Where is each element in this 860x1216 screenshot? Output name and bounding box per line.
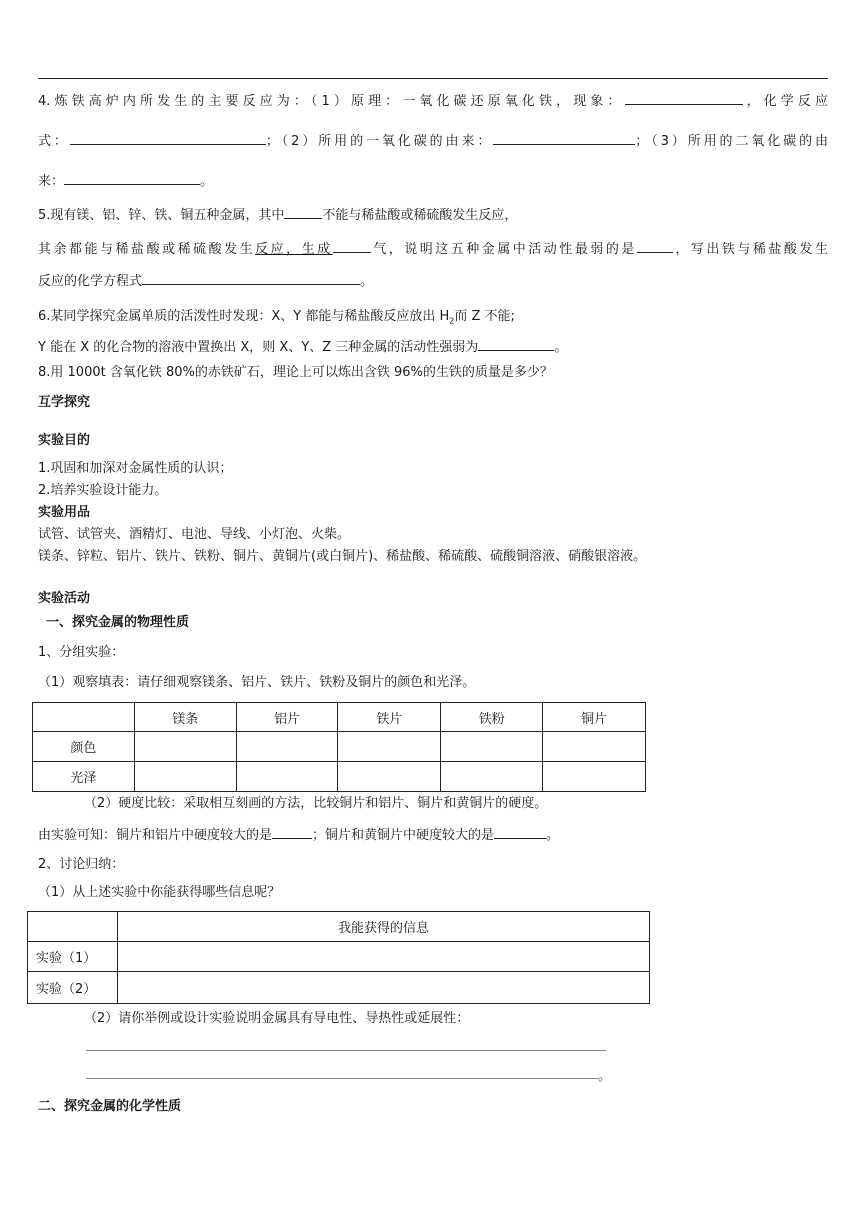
row-label: 颜色: [33, 732, 135, 762]
q5-text: 反应，生成: [255, 242, 333, 257]
hardness-result: [38, 826, 559, 845]
table-header: 铁粉: [441, 703, 543, 732]
info-table: [27, 911, 650, 1004]
table-header: 我能获得的信息: [117, 912, 649, 942]
table-header: 铝片: [236, 703, 338, 732]
answer-blank[interactable]: [272, 826, 312, 839]
q6-line2: [38, 338, 567, 357]
table-cell[interactable]: [338, 732, 441, 762]
q5-text: ，写出铁与稀盐酸发生: [672, 242, 828, 257]
table-header: 铜片: [543, 703, 646, 732]
q4-text: 式：: [38, 134, 70, 149]
part2-heading: 二、探究金属的化学性质: [38, 1099, 182, 1114]
table-cell[interactable]: [117, 942, 649, 972]
table-cell[interactable]: [441, 732, 543, 762]
hardness-instruction: （2）硬度比较：采取相互刻画的方法，比较铜片和铝片、铜片和黄铜片的硬度。: [84, 796, 548, 811]
observation-table: [32, 702, 646, 792]
q4-line2: [38, 132, 828, 151]
result-text: 由实验可知：铜片和铝片中硬度较大的是: [38, 828, 273, 843]
purpose-item-2: 2.培养实验设计能力。: [38, 483, 168, 498]
row-label: 光泽: [33, 762, 135, 792]
q4-line3: [38, 172, 213, 191]
q4-text: 4.炼铁高炉内所发生的主要反应为：（1）原理：一氧化碳还原氧化铁，现象：: [38, 94, 625, 109]
q6-text: Y 能在 X 的化合物的溶液中置换出 X，则 X、Y、Z 三种金属的活动性强弱为: [38, 340, 479, 355]
purpose-item-1: 1.巩固和加深对金属性质的认识；: [38, 461, 233, 476]
table-cell[interactable]: [117, 972, 649, 1004]
answer-line[interactable]: [86, 1078, 598, 1079]
row-label: 实验（2）: [28, 972, 118, 1004]
result-text: 。: [546, 828, 560, 843]
table-header: 铁片: [338, 703, 441, 732]
answer-blank[interactable]: [142, 272, 360, 285]
q6-text: 6.某同学探究金属单质的活泼性时发现：X、Y 都能与稀盐酸反应放出 H: [38, 309, 450, 324]
top-rule: [38, 78, 828, 79]
supplies-list-2: 镁条、锌粒、铝片、铁片、铁粉、铜片、黄铜片(或白铜片)、稀盐酸、稀硫酸、硫酸铜溶液、硝酸银溶液。: [38, 549, 647, 564]
table-cell[interactable]: [338, 762, 441, 792]
q6-text: 而 Z 不能;: [454, 309, 515, 324]
q6-text: 。: [554, 340, 568, 355]
q6-line1: [38, 308, 515, 331]
q4-text: ；（2）所用的一氧化碳的由来：: [265, 134, 494, 149]
observe-instruction: （1）观察填表：请仔细观察镁条、铝片、铁片、铁粉及铜片的颜色和光泽。: [38, 675, 476, 690]
discuss-heading: 2、讨论归纳：: [38, 857, 125, 872]
section-purpose: 实验目的: [38, 433, 91, 448]
answer-blank[interactable]: [637, 240, 673, 253]
q6-subscript: 2: [449, 316, 455, 326]
table-cell[interactable]: [134, 732, 236, 762]
info-question: （1）从上述实验中你能获得哪些信息呢？: [38, 885, 281, 900]
q4-text: ；（3）所用的二氧化碳的由: [635, 134, 828, 149]
result-text: ；铜片和黄铜片中硬度较大的是: [312, 828, 495, 843]
table-cell[interactable]: [236, 762, 338, 792]
q4-text: 来：: [38, 174, 65, 189]
q5-text: 反应的化学方程式: [38, 274, 143, 289]
answer-blank[interactable]: [64, 172, 200, 185]
group-experiment: 1、分组实验：: [38, 645, 125, 660]
q5-text: 不能与稀盐酸或稀硫酸发生反应，: [322, 208, 518, 223]
table-cell[interactable]: [441, 762, 543, 792]
section-supplies: 实验用品: [38, 505, 91, 520]
answer-blank[interactable]: [284, 206, 322, 219]
q8-text: 8.用 1000t 含氧化铁 80%的赤铁矿石，理论上可以炼出含铁 96%的生铁的质量是多少？: [38, 365, 553, 380]
q5-text: 其余都能与稀盐酸或稀硫酸发生: [38, 242, 256, 257]
table-header: [33, 703, 135, 732]
q4-text: 。: [200, 174, 214, 189]
q5-text: 气，说明这五种金属中活动性最弱的是: [370, 242, 637, 257]
q5-line1: [38, 206, 517, 225]
row-label: 实验（1）: [28, 942, 118, 972]
answer-blank[interactable]: [494, 826, 546, 839]
answer-line[interactable]: [86, 1050, 606, 1051]
table-cell[interactable]: [543, 762, 646, 792]
table-header: [28, 912, 118, 942]
section-mutual: 互学探究: [38, 395, 91, 410]
answer-blank[interactable]: [625, 92, 743, 105]
q4-line1: [38, 92, 828, 111]
part1-heading: 一、探究金属的物理性质: [46, 615, 190, 630]
q5-text: 5.现有镁、铝、锌、铁、铜五种金属，其中: [38, 208, 285, 223]
answer-blank[interactable]: [493, 132, 635, 145]
table-header: 镁条: [134, 703, 236, 732]
design-end: 。: [598, 1069, 612, 1084]
q5-line3: [38, 272, 373, 291]
table-cell[interactable]: [236, 732, 338, 762]
table-cell[interactable]: [134, 762, 236, 792]
q4-text: ，化学反应: [742, 94, 828, 109]
section-activities: 实验活动: [38, 591, 91, 606]
design-question: （2）请你举例或设计实验说明金属具有导电性、导热性或延展性：: [84, 1011, 470, 1026]
supplies-list-1: 试管、试管夹、酒精灯、电池、导线、小灯泡、火柴。: [38, 527, 351, 542]
answer-blank[interactable]: [478, 338, 554, 351]
answer-blank[interactable]: [333, 240, 371, 253]
answer-blank[interactable]: [70, 132, 266, 145]
table-cell[interactable]: [543, 732, 646, 762]
q5-text: 。: [360, 274, 374, 289]
q5-line2: [38, 240, 828, 259]
